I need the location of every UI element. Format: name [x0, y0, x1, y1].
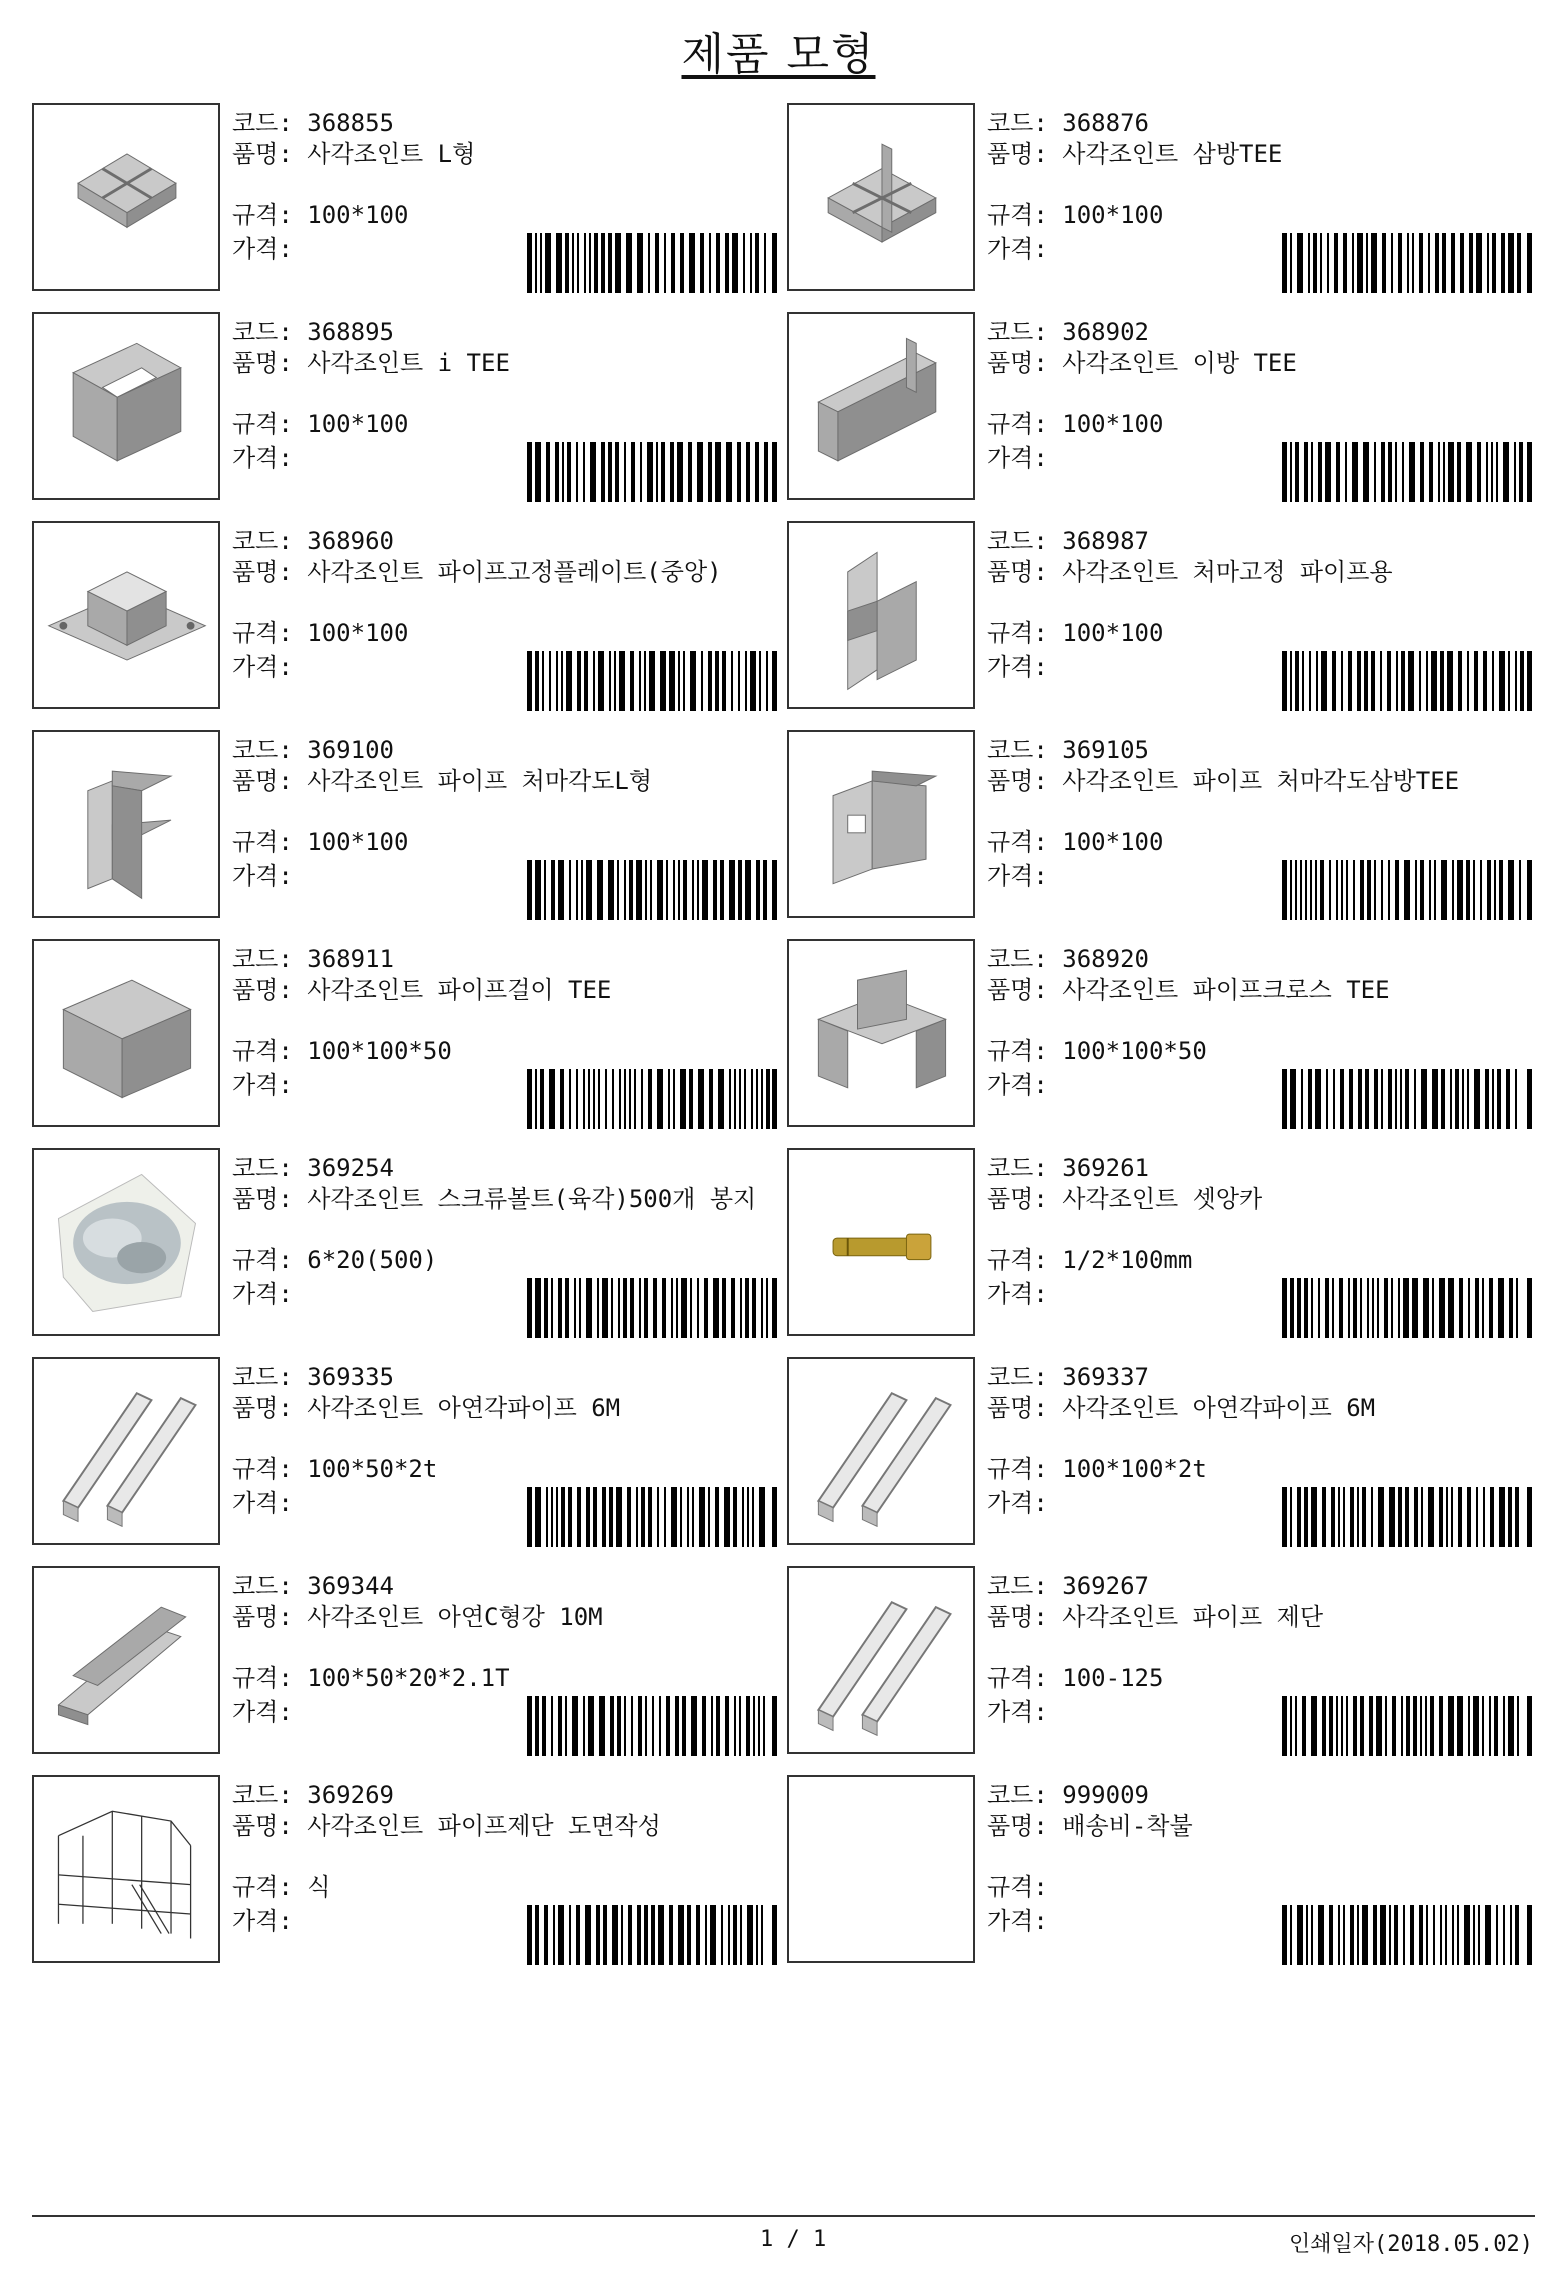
name-value: 사각조인트 아연각파이프 6M	[307, 1394, 621, 1422]
code-value: 368911	[307, 945, 394, 973]
spec-label: 규격:	[232, 410, 293, 438]
code-value: 369337	[1062, 1363, 1149, 1391]
spec-value: 100*50*20*2.1T	[307, 1664, 510, 1692]
name-value: 사각조인트 파이프 처마각도삼방TEE	[1062, 767, 1460, 795]
code-value: 368987	[1062, 527, 1149, 555]
product-code	[987, 527, 1149, 555]
name-value: 사각조인트 파이프걸이 TEE	[307, 976, 612, 1004]
name-label: 품명:	[987, 1603, 1048, 1631]
product-card	[787, 939, 1547, 1129]
name-label: 품명:	[987, 1185, 1048, 1213]
barcode-icon	[527, 1069, 777, 1129]
code-value: 999009	[1062, 1781, 1149, 1809]
name-label: 품명:	[232, 1185, 293, 1213]
product-name	[987, 1603, 1323, 1631]
barcode-icon	[527, 651, 777, 711]
code-label: 코드:	[232, 1572, 293, 1600]
code-label: 코드:	[232, 109, 293, 137]
spec-label: 규격:	[232, 1873, 293, 1901]
barcode-icon	[1282, 1487, 1532, 1547]
product-spec	[987, 828, 1163, 856]
page-number: 1 / 1	[760, 2227, 827, 2252]
code-label: 코드:	[232, 736, 293, 764]
product-price	[987, 235, 1048, 263]
name-label: 품명:	[232, 558, 293, 586]
product-price	[232, 235, 293, 263]
spec-label: 규격:	[987, 410, 1048, 438]
name-value: 사각조인트 아연C형강 10M	[307, 1603, 603, 1631]
name-value: 사각조인트 삼방TEE	[1062, 140, 1283, 168]
price-label: 가격:	[232, 1280, 293, 1308]
spec-label: 규격:	[232, 619, 293, 647]
price-label: 가격:	[987, 1280, 1048, 1308]
product-image	[32, 1566, 220, 1754]
product-spec	[987, 201, 1163, 229]
product-image	[32, 312, 220, 500]
code-value: 368960	[307, 527, 394, 555]
code-label: 코드:	[987, 1781, 1048, 1809]
product-code	[232, 1363, 394, 1391]
product-name	[232, 1603, 603, 1631]
price-label: 가격:	[232, 444, 293, 472]
name-value: 사각조인트 이방 TEE	[1062, 349, 1297, 377]
square-joint-two-way-icon	[789, 314, 973, 498]
product-price	[987, 1907, 1048, 1935]
price-label: 가격:	[232, 1071, 293, 1099]
product-card	[787, 312, 1547, 502]
product-card	[787, 1148, 1547, 1338]
product-code	[987, 1572, 1149, 1600]
code-label: 코드:	[987, 1572, 1048, 1600]
product-price	[232, 444, 293, 472]
code-value: 368876	[1062, 109, 1149, 137]
spec-value: 6*20(500)	[307, 1246, 438, 1274]
c-channel-icon	[34, 1568, 218, 1752]
product-name	[987, 767, 1527, 795]
barcode-icon	[1282, 1905, 1532, 1965]
product-card	[32, 939, 792, 1129]
price-label: 가격:	[987, 653, 1048, 681]
product-code	[987, 109, 1149, 137]
product-card	[32, 730, 792, 920]
spec-value: 100*100	[1062, 828, 1164, 856]
code-value: 368902	[1062, 318, 1149, 346]
spec-label: 규격:	[232, 201, 293, 229]
product-code	[232, 109, 394, 137]
product-spec	[232, 1246, 437, 1274]
code-label: 코드:	[987, 318, 1048, 346]
spec-label: 규격:	[232, 1246, 293, 1274]
product-name	[987, 976, 1390, 1004]
name-label: 품명:	[987, 767, 1048, 795]
price-label: 가격:	[232, 235, 293, 263]
price-label: 가격:	[232, 1489, 293, 1517]
spec-label: 규격:	[232, 1455, 293, 1483]
product-image	[787, 730, 975, 918]
product-image	[787, 103, 975, 291]
spec-label: 규격:	[987, 1037, 1048, 1065]
product-name	[232, 1394, 620, 1422]
product-spec	[232, 410, 408, 438]
spec-value: 100*100*50	[307, 1037, 452, 1065]
spec-value: 100*50*2t	[307, 1455, 438, 1483]
product-code	[987, 1781, 1149, 1809]
code-value: 368895	[307, 318, 394, 346]
product-spec	[987, 1037, 1207, 1065]
product-name	[232, 976, 611, 1004]
spec-value: 100*100*2t	[1062, 1455, 1207, 1483]
code-label: 코드:	[987, 736, 1048, 764]
product-card	[32, 103, 792, 293]
square-joint-i-tee-icon	[34, 314, 218, 498]
product-price	[987, 1489, 1048, 1517]
name-label: 품명:	[232, 1603, 293, 1631]
name-label: 품명:	[987, 558, 1048, 586]
product-card	[32, 1357, 792, 1547]
product-price	[232, 862, 293, 890]
barcode-icon	[527, 1278, 777, 1338]
product-name	[987, 1812, 1193, 1840]
product-name	[232, 140, 475, 168]
product-code	[987, 1363, 1149, 1391]
code-label: 코드:	[232, 527, 293, 555]
screw-bag-icon	[34, 1150, 218, 1334]
code-label: 코드:	[232, 1154, 293, 1182]
product-code	[987, 1154, 1149, 1182]
code-label: 코드:	[987, 945, 1048, 973]
code-value: 369335	[307, 1363, 394, 1391]
product-image	[32, 730, 220, 918]
product-card	[32, 1775, 792, 1965]
product-spec	[987, 1873, 1048, 1901]
product-card	[787, 1357, 1547, 1547]
product-card	[787, 521, 1547, 711]
code-value: 369344	[307, 1572, 394, 1600]
product-image	[32, 939, 220, 1127]
name-label: 품명:	[987, 976, 1048, 1004]
structure-drawing-icon	[34, 1777, 218, 1961]
name-label: 품명:	[987, 1812, 1048, 1840]
code-value: 368920	[1062, 945, 1149, 973]
name-value: 배송비-착불	[1062, 1812, 1193, 1840]
spec-label: 규격:	[232, 1664, 293, 1692]
code-label: 코드:	[987, 527, 1048, 555]
price-label: 가격:	[987, 1071, 1048, 1099]
square-pipe-icon	[789, 1568, 973, 1752]
pipe-hanger-icon	[34, 941, 218, 1125]
product-price	[232, 1280, 293, 1308]
product-image	[32, 521, 220, 709]
product-code	[232, 736, 394, 764]
spec-label: 규격:	[987, 1664, 1048, 1692]
product-code	[232, 1781, 394, 1809]
spec-label: 규격:	[232, 828, 293, 856]
product-image	[787, 939, 975, 1127]
product-code	[987, 945, 1149, 973]
product-price	[987, 1071, 1048, 1099]
product-price	[987, 653, 1048, 681]
anchor-bolt-icon	[789, 1150, 973, 1334]
barcode-icon	[527, 1696, 777, 1756]
product-card	[787, 1566, 1547, 1756]
square-pipe-icon	[789, 1359, 973, 1543]
price-label: 가격:	[232, 653, 293, 681]
price-label: 가격:	[232, 1698, 293, 1726]
name-label: 품명:	[987, 140, 1048, 168]
product-spec	[987, 410, 1163, 438]
code-label: 코드:	[232, 945, 293, 973]
product-spec	[232, 1873, 330, 1901]
name-label: 품명:	[232, 767, 293, 795]
spec-value: 100*100	[1062, 201, 1164, 229]
code-label: 코드:	[232, 1363, 293, 1391]
barcode-icon	[1282, 1278, 1532, 1338]
product-spec	[232, 1664, 510, 1692]
product-card	[787, 103, 1547, 293]
product-image	[787, 1148, 975, 1336]
price-label: 가격:	[987, 1698, 1048, 1726]
product-name	[232, 767, 652, 795]
product-price	[232, 1489, 293, 1517]
product-code	[232, 945, 394, 973]
barcode-icon	[1282, 1696, 1532, 1756]
price-label: 가격:	[987, 1489, 1048, 1517]
code-label: 코드:	[232, 318, 293, 346]
product-code	[232, 1572, 394, 1600]
barcode-icon	[527, 860, 777, 920]
name-label: 품명:	[987, 349, 1048, 377]
product-name	[987, 1185, 1262, 1213]
product-price	[987, 862, 1048, 890]
code-value: 369105	[1062, 736, 1149, 764]
name-value: 사각조인트 스크류볼트(육각)500개 봉지	[307, 1185, 757, 1213]
code-label: 코드:	[232, 1781, 293, 1809]
product-image	[32, 1357, 220, 1545]
barcode-icon	[1282, 233, 1532, 293]
product-spec	[987, 1664, 1163, 1692]
product-name	[987, 349, 1297, 377]
price-label: 가격:	[987, 1907, 1048, 1935]
footer-divider	[32, 2215, 1535, 2217]
name-value: 사각조인트 파이프 제단	[1062, 1603, 1324, 1631]
product-spec	[987, 1455, 1207, 1483]
product-price	[232, 1907, 293, 1935]
product-code	[232, 318, 394, 346]
product-price	[232, 1071, 293, 1099]
barcode-icon	[527, 1905, 777, 1965]
product-image	[787, 1357, 975, 1545]
name-value: 사각조인트 처마고정 파이프용	[1062, 558, 1393, 586]
square-pipe-icon	[34, 1359, 218, 1543]
product-code	[232, 1154, 394, 1182]
product-card	[32, 1148, 792, 1338]
product-spec	[232, 828, 408, 856]
name-label: 품명:	[987, 1394, 1048, 1422]
name-value: 사각조인트 L형	[307, 140, 476, 168]
product-card	[32, 521, 792, 711]
price-label: 가격:	[232, 1907, 293, 1935]
product-name	[987, 140, 1282, 168]
eave-bracket-icon	[789, 523, 973, 707]
barcode-icon	[527, 442, 777, 502]
product-image	[787, 1775, 975, 1963]
product-code	[987, 736, 1149, 764]
price-label: 가격:	[987, 444, 1048, 472]
spec-value: 100*100	[307, 201, 409, 229]
barcode-icon	[527, 233, 777, 293]
product-card	[787, 730, 1547, 920]
product-spec	[987, 619, 1163, 647]
product-price	[987, 1280, 1048, 1308]
square-joint-l-icon	[34, 105, 218, 289]
price-label: 가격:	[987, 235, 1048, 263]
name-label: 품명:	[232, 140, 293, 168]
name-value: 사각조인트 파이프크로스 TEE	[1062, 976, 1390, 1004]
barcode-icon	[1282, 651, 1532, 711]
spec-value: 100*100	[307, 619, 409, 647]
product-name	[987, 558, 1393, 586]
eave-angle-three-way-icon	[789, 732, 973, 916]
product-price	[232, 653, 293, 681]
spec-label: 규격:	[987, 1873, 1048, 1901]
product-spec	[232, 1455, 437, 1483]
product-image	[787, 521, 975, 709]
product-spec	[232, 1037, 452, 1065]
spec-label: 규격:	[232, 1037, 293, 1065]
barcode-icon	[527, 1487, 777, 1547]
product-image	[32, 1775, 220, 1963]
page-title: 제품 모형	[681, 29, 876, 80]
barcode-icon	[1282, 1069, 1532, 1129]
name-label: 품명:	[232, 1812, 293, 1840]
product-price	[987, 444, 1048, 472]
spec-value: 100*100	[307, 410, 409, 438]
product-price	[987, 1698, 1048, 1726]
product-code	[232, 527, 394, 555]
print-date: 인쇄일자(2018.05.02)	[1289, 2232, 1533, 2257]
product-price	[232, 1698, 293, 1726]
name-value: 사각조인트 아연각파이프 6M	[1062, 1394, 1376, 1422]
product-image	[787, 312, 975, 500]
product-card	[32, 1566, 792, 1756]
name-value: 사각조인트 파이프고정플레이트(중앙)	[307, 558, 722, 586]
name-value: 사각조인트 파이프 처마각도L형	[307, 767, 653, 795]
spec-value: 100*100	[307, 828, 409, 856]
square-joint-three-way-icon	[789, 105, 973, 289]
product-name	[232, 349, 510, 377]
product-spec	[232, 619, 408, 647]
spec-label: 규격:	[987, 619, 1048, 647]
product-image	[32, 1148, 220, 1336]
eave-angle-l-icon	[34, 732, 218, 916]
spec-value: 100*100	[1062, 410, 1164, 438]
product-name	[232, 558, 772, 586]
code-label: 코드:	[987, 1154, 1048, 1182]
spec-label: 규격:	[987, 1455, 1048, 1483]
code-label: 코드:	[987, 109, 1048, 137]
name-label: 품명:	[232, 349, 293, 377]
pipe-cross-icon	[789, 941, 973, 1125]
product-name	[232, 1812, 661, 1840]
base-plate-icon	[34, 523, 218, 707]
price-label: 가격:	[987, 862, 1048, 890]
name-value: 사각조인트 i TEE	[307, 349, 510, 377]
name-label: 품명:	[232, 1394, 293, 1422]
code-value: 369261	[1062, 1154, 1149, 1182]
spec-value: 1/2*100mm	[1062, 1246, 1193, 1274]
product-image	[32, 103, 220, 291]
name-value: 사각조인트 파이프제단 도면작성	[307, 1812, 661, 1840]
code-value: 369267	[1062, 1572, 1149, 1600]
product-spec	[232, 201, 408, 229]
spec-label: 규격:	[987, 828, 1048, 856]
spec-value: 100*100*50	[1062, 1037, 1207, 1065]
product-card	[787, 1775, 1547, 1965]
spec-label: 규격:	[987, 1246, 1048, 1274]
spec-value: 100*100	[1062, 619, 1164, 647]
barcode-icon	[1282, 860, 1532, 920]
code-value: 369100	[307, 736, 394, 764]
code-value: 369269	[307, 1781, 394, 1809]
product-spec	[987, 1246, 1192, 1274]
barcode-icon	[1282, 442, 1532, 502]
code-value: 368855	[307, 109, 394, 137]
code-value: 369254	[307, 1154, 394, 1182]
name-label: 품명:	[232, 976, 293, 1004]
product-name	[987, 1394, 1375, 1422]
spec-value: 100-125	[1062, 1664, 1164, 1692]
product-card	[32, 312, 792, 502]
code-label: 코드:	[987, 1363, 1048, 1391]
spec-value: 식	[307, 1873, 331, 1901]
product-code	[987, 318, 1149, 346]
name-value: 사각조인트 셋앙카	[1062, 1185, 1263, 1213]
product-image	[787, 1566, 975, 1754]
price-label: 가격:	[232, 862, 293, 890]
product-name	[232, 1185, 772, 1213]
spec-label: 규격:	[987, 201, 1048, 229]
